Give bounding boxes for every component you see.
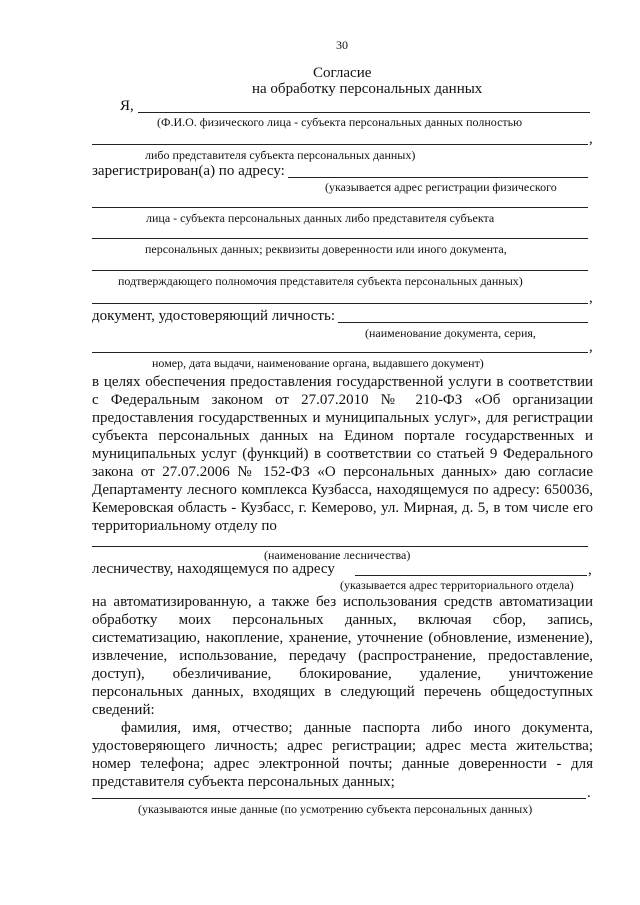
fio-input-line[interactable] xyxy=(138,112,590,113)
address-input-line-2[interactable] xyxy=(92,207,588,208)
other-data-hint: (указываются иные данные (по усмотрению субъекта персональных данных) xyxy=(138,802,533,816)
address-input-line-3[interactable] xyxy=(92,238,588,239)
body-line: с Федеральным законом от 27.07.2010 № 210-ФЗ «Об организации xyxy=(92,392,593,408)
body-line: субъекта персональных данных на Едином портале государственных и xyxy=(92,428,593,444)
forestry-hint: (наименование лесничества) xyxy=(264,548,411,562)
department-address-hint: (указывается адрес территориального отдела) xyxy=(340,578,574,592)
address-hint-4: подтверждающего полномочия представителя субъекта персональных данных) xyxy=(118,274,523,288)
id-document-input-line[interactable] xyxy=(338,322,588,323)
fio-hint-2: либо представителя субъекта персональных данных) xyxy=(145,148,416,162)
body-line: номер телефона; адрес электронной почты; данные доверенности - для xyxy=(92,756,593,772)
fio-hint-1: (Ф.И.О. физического лица - субъекта персональных данных полностью xyxy=(157,115,523,129)
address-hint-1: (указывается адрес регистрации физического xyxy=(325,180,557,194)
document-subtitle: на обработку персональных данных xyxy=(252,81,483,97)
body-line: систематизацию, накопление, хранение, уточнение (обновление, изменение), xyxy=(92,630,593,646)
body-line: обработку моих персональных данных, включая сбор, запись, xyxy=(92,612,593,628)
body-line: доступ), обезличивание, блокирование, удаление, уничтожение xyxy=(92,666,593,682)
body-line: Департаменту лесного комплекса Кузбасса, находящемуся по адресу: 650036, xyxy=(92,482,593,498)
address-input-line-5[interactable] xyxy=(92,303,588,304)
comma-3: , xyxy=(589,339,593,355)
body-line: Кемеровская область - Кузбасс, г. Кемерово, ул. Мирная, д. 5, в том числе его xyxy=(92,500,593,516)
body-line: персональных данных, входящих в следующий перечень общедоступных xyxy=(92,684,593,700)
comma-2: , xyxy=(589,290,593,306)
body-line: фамилия, имя, отчество; данные паспорта либо иного документа, xyxy=(121,720,593,736)
body-line: в целях обеспечения предоставления государственной услуги в соответствии xyxy=(92,374,593,390)
body-line: на автоматизированную, а также без использования средств автоматизации xyxy=(92,594,593,610)
body-line: представителя субъекта персональных данных; xyxy=(92,774,395,790)
forestry-address-label: лесничеству, находящемуся по адресу xyxy=(92,561,335,577)
body-line: закона от 27.07.2006 № 152-ФЗ «О персональных данных» даю согласие xyxy=(92,464,593,480)
ya-label: Я, xyxy=(120,98,134,114)
body-line: муниципальных услуг (функций) в соответствии со статьей 9 Федерального xyxy=(92,446,593,462)
page-number: 30 xyxy=(336,38,348,52)
body-line: извлечение, использование, передачу (распространение, предоставление, xyxy=(92,648,593,664)
forestry-input-line[interactable] xyxy=(92,546,588,547)
body-line: сведений: xyxy=(92,702,155,718)
body-line: предоставления государственных и муниципальных услуг», для регистрации xyxy=(92,410,593,426)
fio-input-line-2[interactable] xyxy=(92,144,588,145)
address-hint-3: персональных данных; реквизиты доверенности или иного документа, xyxy=(145,242,507,256)
document-title: Согласие xyxy=(313,65,372,81)
registered-label: зарегистрирован(а) по адресу: xyxy=(92,163,285,179)
comma-4: , xyxy=(588,562,592,578)
address-input-line[interactable] xyxy=(288,177,588,178)
id-document-hint-2: номер, дата выдачи, наименование органа, выдавшего документ) xyxy=(152,356,484,370)
comma-1: , xyxy=(589,131,593,147)
id-document-label: документ, удостоверяющий личность: xyxy=(92,308,335,324)
id-document-hint-1: (наименование документа, серия, xyxy=(365,326,536,340)
body-line: удостоверяющего личность; адрес регистрации; адрес места жительства; xyxy=(92,738,593,754)
other-data-input-line[interactable] xyxy=(92,798,586,799)
body-line: территориальному отделу по xyxy=(92,518,277,534)
id-document-input-line-2[interactable] xyxy=(92,352,588,353)
department-address-input-line[interactable] xyxy=(355,575,587,576)
address-hint-2: лица - субъекта персональных данных либо представителя субъекта xyxy=(146,211,495,225)
period: . xyxy=(587,785,591,801)
address-input-line-4[interactable] xyxy=(92,270,588,271)
